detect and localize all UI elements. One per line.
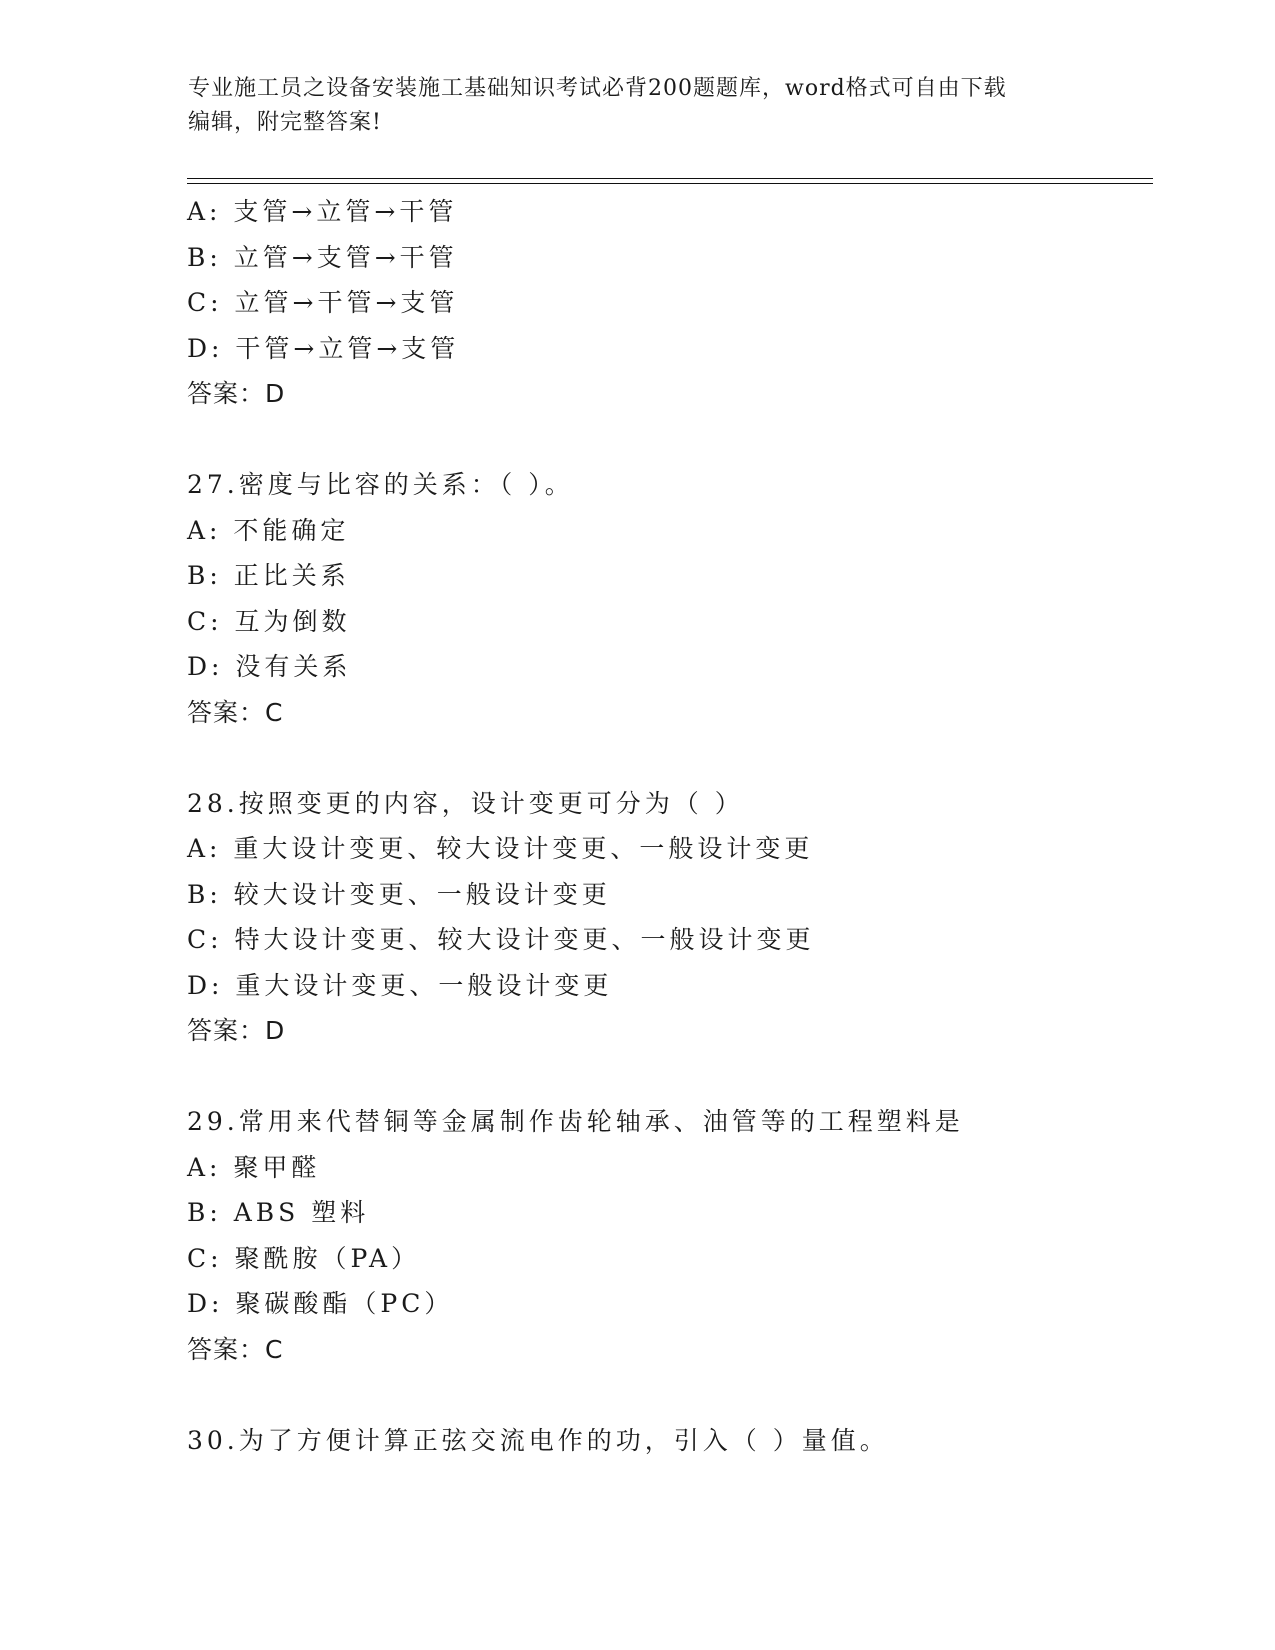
document-header bbox=[188, 72, 1088, 140]
header-title-line-1: 专业施工员之设备安装施工基础知识考试必背200题题库，word格式可自由下载 bbox=[188, 76, 1007, 101]
question-28 bbox=[187, 781, 1187, 1054]
option-c: C: 互为倒数 bbox=[187, 606, 351, 636]
option-d: D: 干管→立管→支管 bbox=[187, 333, 460, 363]
option-d: D: 聚碳酸酯（PC） bbox=[187, 1289, 454, 1318]
header-divider-top bbox=[187, 178, 1153, 179]
option-b: B: 立管→支管→干管 bbox=[187, 242, 458, 272]
spacer bbox=[187, 1054, 1187, 1100]
option-c: C: 聚酰胺（PA） bbox=[187, 1243, 421, 1273]
option-b: B: ABS 塑料 bbox=[187, 1198, 370, 1227]
option-b: B: 正比关系 bbox=[187, 561, 350, 590]
option-a: A: 不能确定 bbox=[187, 515, 350, 545]
option-b: B: 较大设计变更、一般设计变更 bbox=[187, 879, 611, 909]
option-d: D: 没有关系 bbox=[187, 652, 352, 681]
header-title-line-2: 编辑，附完整答案! bbox=[188, 110, 382, 135]
answer-line: 答案：D bbox=[187, 379, 286, 408]
option-a: A: 重大设计变更、较大设计变更、一般设计变更 bbox=[187, 834, 814, 863]
question-text: 29.常用来代替铜等金属制作齿轮轴承、油管等的工程塑料是 bbox=[187, 1107, 964, 1136]
option-a: A: 聚甲醛 bbox=[187, 1152, 321, 1182]
question-26 bbox=[187, 189, 1187, 417]
answer-line: 答案：C bbox=[187, 697, 284, 727]
question-27 bbox=[187, 462, 1187, 735]
option-c: C: 特大设计变更、较大设计变更、一般设计变更 bbox=[187, 925, 815, 954]
header-divider-bottom bbox=[187, 183, 1153, 184]
question-30 bbox=[187, 1418, 1187, 1464]
spacer bbox=[187, 417, 1187, 463]
spacer bbox=[187, 735, 1187, 781]
question-text: 28.按照变更的内容，设计变更可分为（ ） bbox=[187, 788, 744, 818]
question-29 bbox=[187, 1099, 1187, 1372]
question-list bbox=[187, 189, 1187, 1463]
spacer bbox=[187, 1372, 1187, 1418]
answer-line: 答案：D bbox=[187, 1016, 286, 1045]
option-a: A: 支管→立管→干管 bbox=[187, 197, 458, 226]
question-text: 27.密度与比容的关系：（ ）。 bbox=[187, 470, 574, 499]
option-d: D: 重大设计变更、一般设计变更 bbox=[187, 970, 613, 1000]
answer-line: 答案：C bbox=[187, 1334, 284, 1364]
option-c: C: 立管→干管→支管 bbox=[187, 288, 459, 317]
question-text: 30.为了方便计算正弦交流电作的功，引入（ ）量值。 bbox=[187, 1425, 889, 1455]
